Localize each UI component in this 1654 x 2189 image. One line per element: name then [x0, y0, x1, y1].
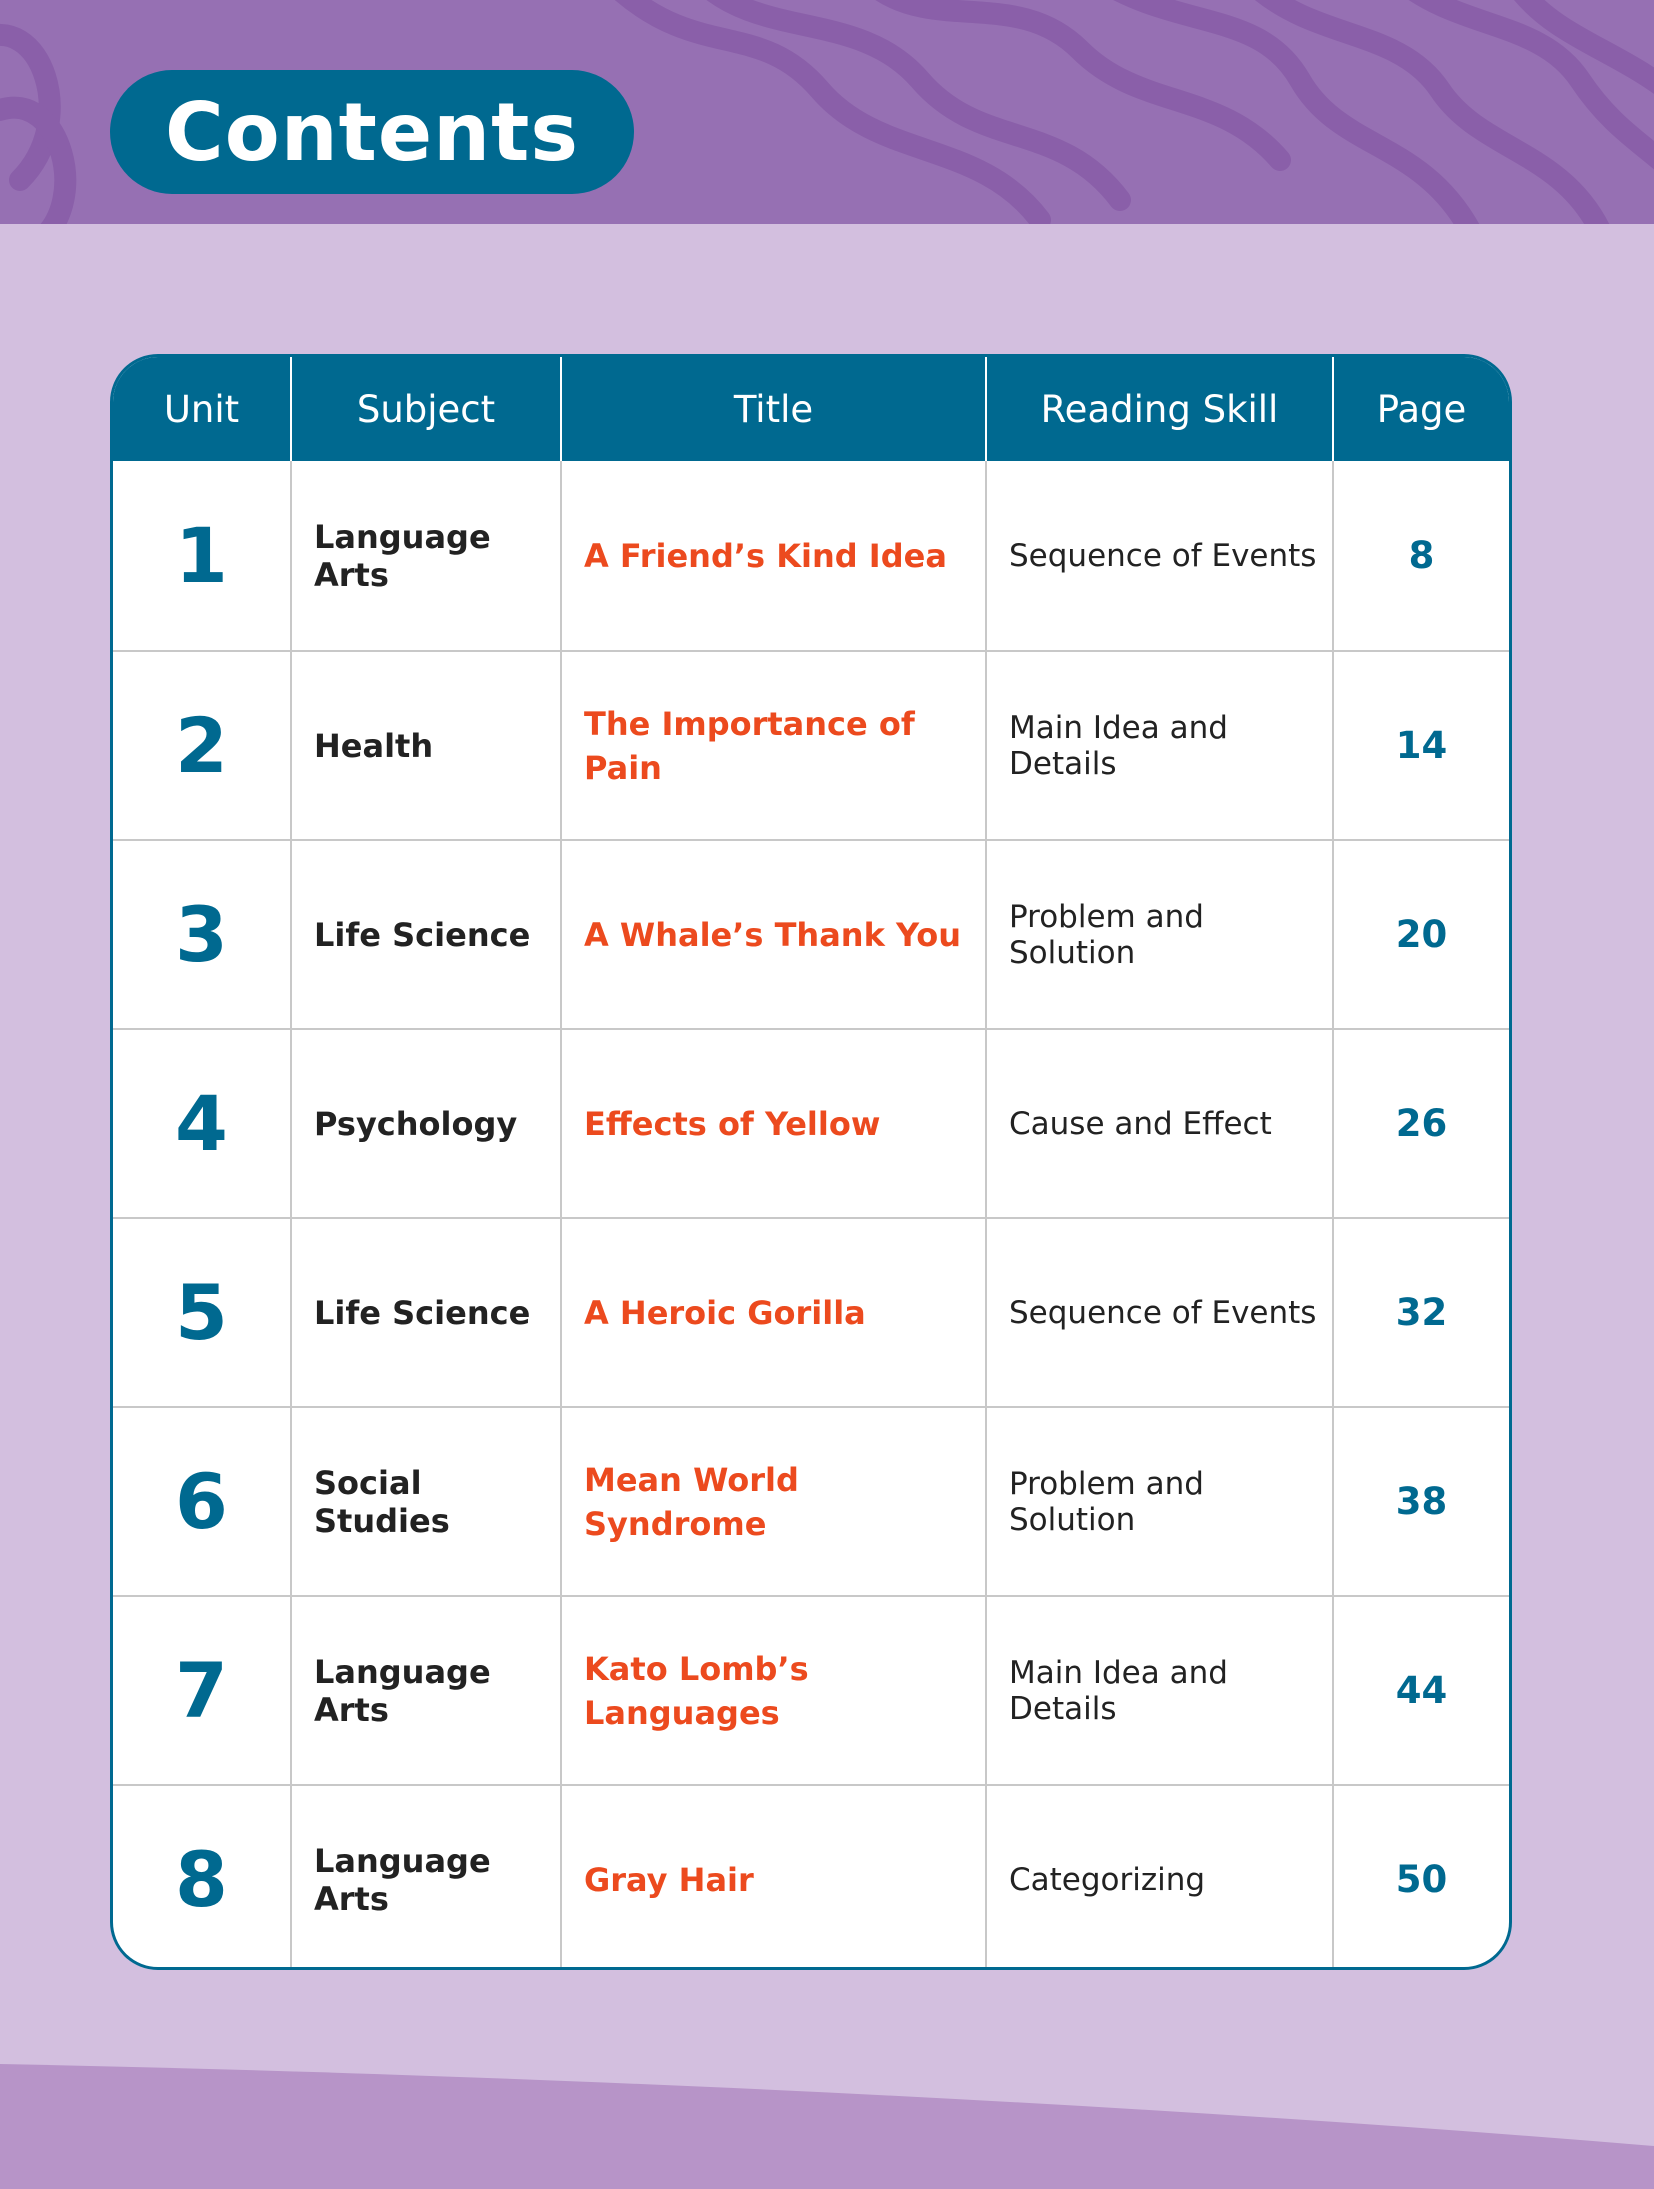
page-number: 26 — [1395, 1102, 1448, 1145]
table-row — [113, 1784, 1509, 1970]
reading-skill-cell: Categorizing — [987, 1786, 1334, 1970]
reading-skill-cell: Problem and Solution — [987, 841, 1334, 1028]
title-cell: Effects of Yellow — [562, 1030, 987, 1217]
unit-number: 5 — [113, 1219, 292, 1406]
header-band — [0, 0, 1654, 224]
header-title: Title — [562, 357, 987, 461]
subject-cell: Language Arts — [292, 1597, 562, 1784]
page-title: Contents — [165, 85, 579, 179]
unit-number: 8 — [113, 1786, 292, 1970]
header-subject: Subject — [292, 357, 562, 461]
reading-skill-cell: Problem and Solution — [987, 1408, 1334, 1595]
page-number: 14 — [1395, 724, 1448, 767]
table-body — [113, 461, 1509, 1970]
header-page: Page — [1376, 387, 1467, 431]
subject-cell: Life Science — [292, 1219, 562, 1406]
page-number: 44 — [1395, 1669, 1448, 1712]
table-row — [113, 1406, 1509, 1595]
title-cell: A Whale’s Thank You — [562, 841, 987, 1028]
page-number: 20 — [1395, 913, 1448, 956]
reading-skill-cell: Cause and Effect — [987, 1030, 1334, 1217]
unit-number: 7 — [113, 1597, 292, 1784]
title-cell: The Importance of Pain — [562, 652, 987, 839]
subject-cell: Language Arts — [292, 461, 562, 650]
header-unit: Unit — [113, 357, 292, 461]
unit-number: 3 — [113, 841, 292, 1028]
unit-number: 4 — [113, 1030, 292, 1217]
subject-cell: Social Studies — [292, 1408, 562, 1595]
table-row — [113, 1028, 1509, 1217]
title-cell: A Heroic Gorilla — [562, 1219, 987, 1406]
page-number: 32 — [1395, 1291, 1448, 1334]
page-number: 8 — [1408, 534, 1435, 577]
subject-cell: Life Science — [292, 841, 562, 1028]
table-row — [113, 650, 1509, 839]
title-cell: Kato Lomb’s Languages — [562, 1597, 987, 1784]
subject-cell: Health — [292, 652, 562, 839]
table-row — [113, 461, 1509, 650]
table-row — [113, 1217, 1509, 1406]
page-number: 50 — [1395, 1858, 1448, 1901]
table-row — [113, 1595, 1509, 1784]
contents-table — [110, 354, 1512, 1970]
header-reading-skill: Reading Skill — [987, 357, 1334, 461]
reading-skill-cell: Main Idea and Details — [987, 652, 1334, 839]
page-number: 38 — [1395, 1480, 1448, 1523]
table-header — [113, 357, 1509, 461]
unit-number: 2 — [113, 652, 292, 839]
unit-number: 1 — [113, 461, 292, 650]
title-cell: A Friend’s Kind Idea — [562, 461, 987, 650]
subject-cell: Language Arts — [292, 1786, 562, 1970]
reading-skill-cell: Sequence of Events — [987, 1219, 1334, 1406]
contents-badge — [110, 70, 634, 194]
reading-skill-cell: Main Idea and Details — [987, 1597, 1334, 1784]
table-row — [113, 839, 1509, 1028]
unit-number: 6 — [113, 1408, 292, 1595]
bottom-wave — [0, 2040, 1654, 2189]
reading-skill-cell: Sequence of Events — [987, 461, 1334, 650]
title-cell: Gray Hair — [562, 1786, 987, 1970]
title-cell: Mean World Syndrome — [562, 1408, 987, 1595]
subject-cell: Psychology — [292, 1030, 562, 1217]
